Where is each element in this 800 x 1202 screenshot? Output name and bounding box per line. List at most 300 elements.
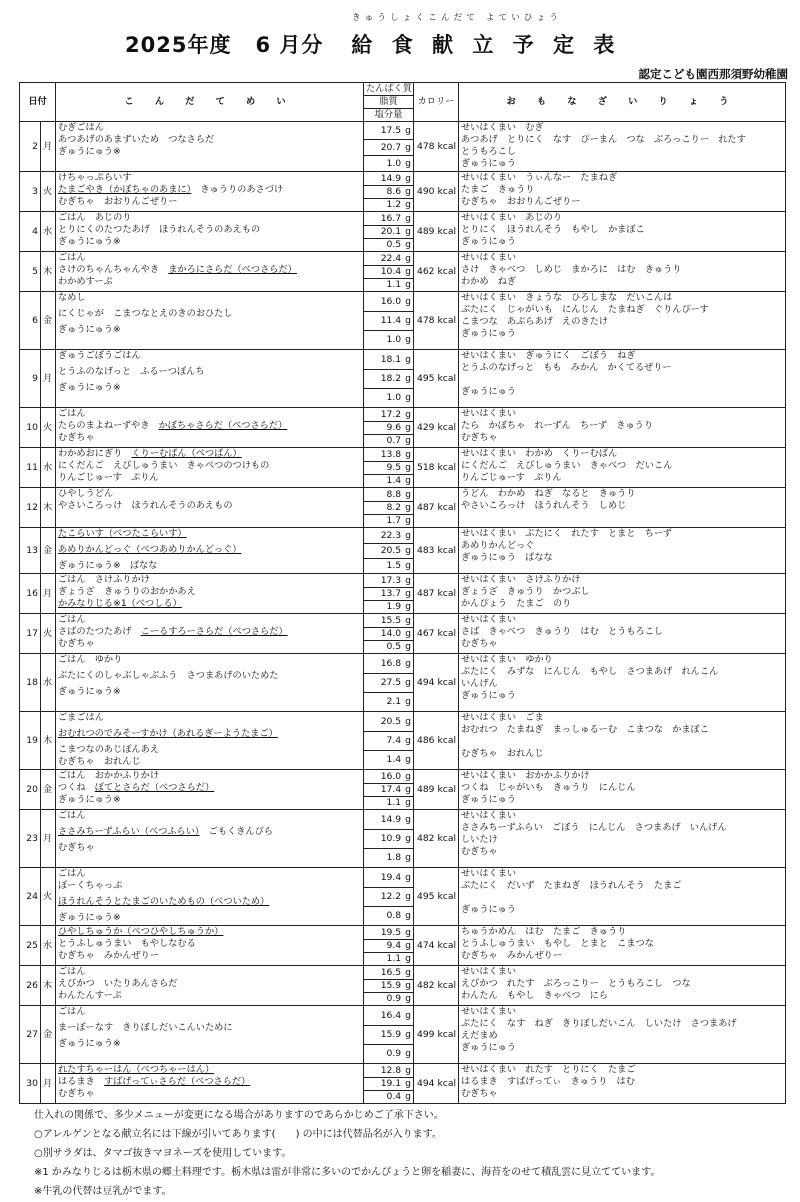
fat-value: 27.5 xyxy=(380,677,402,688)
unit-label: g xyxy=(405,186,411,197)
menu-line xyxy=(58,614,361,626)
protein xyxy=(364,926,414,940)
unit-label: g xyxy=(405,770,411,782)
menu-cell xyxy=(56,292,364,350)
salt xyxy=(364,559,414,574)
day-row xyxy=(20,614,786,628)
menu-line xyxy=(58,196,361,208)
protein-value: 14.9 xyxy=(380,172,402,184)
ingredient-line: いんげん xyxy=(461,678,498,689)
protein-value: 15.5 xyxy=(380,614,402,626)
ingredient-line xyxy=(461,374,783,386)
fat-value: 9.5 xyxy=(386,462,402,473)
day-weekday: 金 xyxy=(41,1006,56,1064)
ingredients-cell xyxy=(459,448,786,488)
calorie-value: 478 kcal xyxy=(414,122,459,172)
menu-item: ごはん xyxy=(58,252,86,263)
menu-item: むぎちゃ xyxy=(58,1088,95,1099)
day-number: 26 xyxy=(20,966,41,1006)
salt xyxy=(364,199,414,212)
day-weekday: 水 xyxy=(41,448,56,488)
protein xyxy=(364,252,414,266)
menu-item: さけのちゃんちゃんやき xyxy=(58,264,169,275)
day-row xyxy=(20,252,786,266)
menu-item: ぶたにくのしゃぶしゃぶふう さつまあげのいためた xyxy=(58,670,279,681)
menu-line xyxy=(58,528,361,540)
fat xyxy=(364,544,414,559)
menu-item: つくね xyxy=(58,782,95,793)
fat-value: 8.2 xyxy=(386,502,402,513)
ingredients-cell xyxy=(459,350,786,408)
unit-label: g xyxy=(405,448,411,460)
unit-label: g xyxy=(405,226,411,237)
salt xyxy=(364,389,414,408)
fat xyxy=(364,266,414,279)
day-number: 18 xyxy=(20,654,41,712)
day-row xyxy=(20,172,786,186)
protein-value: 16.7 xyxy=(380,212,402,224)
menu-line xyxy=(58,770,361,782)
fat xyxy=(364,140,414,156)
menu-item: たこらいす（べつたこらいす） xyxy=(58,528,187,539)
ingredient-line: ちゅうかめん はむ たまご きゅうり xyxy=(461,926,627,937)
unit-label: g xyxy=(405,993,411,1004)
unit-label: g xyxy=(405,199,411,210)
ingredient-line: ぎゅうにゅう xyxy=(461,794,516,805)
ingredient-line: ぶたにく なす ねぎ きりぼしだいこん しいたけ さつまあげ xyxy=(461,1018,737,1029)
day-row xyxy=(20,810,786,830)
day-row xyxy=(20,212,786,226)
menu-cell xyxy=(56,122,364,172)
menu-cell xyxy=(56,966,364,1006)
menu-line xyxy=(58,420,361,432)
menu-item: なめし xyxy=(58,292,86,303)
menu-item: ごはん おかかふりかけ xyxy=(58,770,160,781)
salt xyxy=(364,475,414,488)
ingredient-line: むぎちゃ xyxy=(461,638,498,649)
ingredient-line: わかめ ねぎ xyxy=(461,276,517,287)
fat xyxy=(364,370,414,389)
ingredient-line: とうふしゅうまい もやし とまと こまつな xyxy=(461,938,654,949)
unit-label: g xyxy=(405,239,411,250)
fat xyxy=(364,732,414,751)
salt xyxy=(364,515,414,528)
note-line: ※牛乳の代替は豆乳がでます。 xyxy=(34,1186,172,1197)
day-row xyxy=(20,1064,786,1078)
fat-value: 7.4 xyxy=(386,735,402,746)
menu-item: むぎちゃ おれんじ xyxy=(58,756,141,767)
ingredients-cell xyxy=(459,488,786,528)
unit-label: g xyxy=(405,910,411,921)
menu-item: ほうれんそうとたまごのいためもの（べついため） xyxy=(58,896,270,907)
ingredient-line: せいはくまい ゆかり xyxy=(461,654,553,665)
menu-line xyxy=(58,146,361,158)
menu-cell xyxy=(56,212,364,252)
unit-label: g xyxy=(405,515,411,526)
menu-cell xyxy=(56,712,364,770)
col-date: 日付 xyxy=(20,83,56,122)
calorie-value: 518 kcal xyxy=(414,448,459,488)
protein xyxy=(364,350,414,370)
title-ruby: きゅうしょくこんだて よていひょう xyxy=(352,13,563,23)
menu-line xyxy=(58,744,361,756)
day-weekday: 水 xyxy=(41,654,56,712)
title-text: 給 食 献 立 予 定 表 xyxy=(351,33,621,57)
ingredients-cell xyxy=(459,966,786,1006)
menu-item: まーぼーなす きりぼしだいこんいために xyxy=(58,1022,233,1033)
day-row xyxy=(20,488,786,502)
day-number: 17 xyxy=(20,614,41,654)
protein xyxy=(364,770,414,784)
day-weekday: 木 xyxy=(41,966,56,1006)
day-weekday: 月 xyxy=(41,810,56,868)
unit-label: g xyxy=(405,141,411,153)
menu-line xyxy=(58,432,361,444)
menu-item: ぎゅうにゅう※ xyxy=(58,236,121,247)
page-title xyxy=(125,29,620,59)
ingredient-line: せいはくまい xyxy=(461,408,517,419)
protein-value: 16.5 xyxy=(380,966,402,978)
col-salt: 塩分量 xyxy=(364,109,414,122)
menu-item-allergen: まかろにさらだ（べつさらだ） xyxy=(168,264,297,275)
calorie-value: 494 kcal xyxy=(414,1064,459,1104)
menu-line xyxy=(58,382,361,394)
menu-line xyxy=(58,560,361,572)
unit-label: g xyxy=(405,295,411,307)
menu-cell xyxy=(56,614,364,654)
menu-item: ぎゅうにゅう※ xyxy=(58,324,121,335)
fat xyxy=(364,462,414,475)
menu-line xyxy=(58,1076,361,1088)
day-number: 19 xyxy=(20,712,41,770)
menu-item: とうふのなげっと ふるーつぽんち xyxy=(58,366,205,377)
fat-value: 11.4 xyxy=(380,315,402,326)
menu-line xyxy=(58,638,361,650)
unit-label: g xyxy=(405,574,411,586)
protein-value: 13.8 xyxy=(380,448,402,460)
menu-body xyxy=(20,122,786,1104)
ingredient-line: わんたん もやし きゃべつ にら xyxy=(461,990,608,1001)
menu-item: とうふしゅうまい もやしなむる xyxy=(58,938,196,949)
day-row xyxy=(20,122,786,140)
menu-table xyxy=(19,82,786,1104)
fat xyxy=(364,674,414,693)
fat-value: 12.2 xyxy=(380,891,402,902)
ingredient-line: たら かぼちゃ れーずん ちーず きゅうり xyxy=(461,420,654,431)
day-row xyxy=(20,654,786,674)
ingredient-line: せいはくまい xyxy=(461,868,517,879)
protein xyxy=(364,488,414,502)
unit-label: g xyxy=(405,980,411,991)
ingredient-line: むぎちゃ おれんじ xyxy=(461,748,544,759)
menu-line xyxy=(58,184,361,196)
protein xyxy=(364,1064,414,1078)
menu-item: むぎごはん xyxy=(58,122,104,133)
menu-cell xyxy=(56,654,364,712)
ingredient-line: せいはくまい xyxy=(461,614,517,625)
menu-line xyxy=(58,912,361,924)
calorie-value: 489 kcal xyxy=(414,212,459,252)
salt xyxy=(364,907,414,926)
menu-cell xyxy=(56,770,364,810)
menu-item: やさいころっけ ほうれんそうのあえもの xyxy=(58,500,233,511)
fat-value: 8.6 xyxy=(386,186,402,197)
salt xyxy=(364,693,414,712)
menu-item: ぎょうざ きゅうりのおかかあえ xyxy=(58,586,196,597)
salt xyxy=(364,435,414,448)
unit-label: g xyxy=(405,266,411,277)
menu-item: ぎゅうにゅう※ xyxy=(58,1038,121,1049)
day-weekday: 火 xyxy=(41,868,56,926)
menu-line xyxy=(58,252,361,264)
ingredient-line: ぎゅうにゅう xyxy=(461,158,516,169)
ingredient-line: むぎちゃ xyxy=(461,1088,498,1099)
protein-value: 20.5 xyxy=(380,715,402,727)
menu-item: ぎゅうにゅう※ xyxy=(58,912,121,923)
ingredient-line: せいはくまい ごま xyxy=(461,712,544,723)
menu-cell xyxy=(56,408,364,448)
menu-line xyxy=(58,362,361,382)
ingredient-line: せいはくまい おかかふりかけ xyxy=(461,770,590,781)
menu-line xyxy=(58,264,361,276)
menu-line xyxy=(58,540,361,560)
unit-label: g xyxy=(405,852,411,863)
protein-value: 8.8 xyxy=(386,488,402,500)
day-weekday: 金 xyxy=(41,292,56,350)
menu-line xyxy=(58,500,361,512)
school-name: 認定こども園西那須野幼稚園 xyxy=(638,67,788,81)
col-menu: こ ん だ て め い xyxy=(56,83,364,122)
protein-value: 16.0 xyxy=(380,770,402,782)
ingredient-line: さけ きゃべつ しめじ まかろに はむ きゅうり xyxy=(461,264,682,275)
protein xyxy=(364,966,414,980)
ingredient-line: せいはくまい きょうな ひろしまな だいこんは xyxy=(461,292,673,303)
menu-line xyxy=(58,712,361,724)
menu-line xyxy=(58,978,361,990)
ingredient-line: ぎゅうにゅう xyxy=(461,236,516,247)
menu-item: ごはん あじのり xyxy=(58,212,132,223)
day-row xyxy=(20,408,786,422)
ingredient-line: せいはくまい xyxy=(461,252,517,263)
unit-label: g xyxy=(405,891,411,902)
ingredient-line: さば きゃべつ きゅうり はむ とうもろこし xyxy=(461,626,664,637)
menu-item: ひやしちゅうか（べつひやしちゅうか） xyxy=(58,926,224,937)
note-line: 仕入れの関係で、多少メニューが変更になる場合がありますのであらかじめご了承下さい。 xyxy=(34,1110,444,1121)
menu-item-allergen: かぼちゃさらだ（べつさらだ） xyxy=(158,420,288,431)
menu-line xyxy=(58,868,361,880)
day-number: 16 xyxy=(20,574,41,614)
salt-value: 0.9 xyxy=(386,1048,402,1059)
protein xyxy=(364,122,414,140)
salt-value: 0.5 xyxy=(386,641,402,652)
calorie-value: 482 kcal xyxy=(414,810,459,868)
day-weekday: 月 xyxy=(41,1064,56,1104)
ingredients-cell xyxy=(459,1064,786,1104)
fat-value: 20.5 xyxy=(380,545,402,556)
protein-value: 19.5 xyxy=(380,926,402,938)
menu-line xyxy=(58,724,361,744)
notes xyxy=(34,1106,660,1201)
unit-label: g xyxy=(405,212,411,224)
menu-line xyxy=(58,472,361,484)
fat xyxy=(364,940,414,953)
unit-label: g xyxy=(405,696,411,707)
ingredients-cell xyxy=(459,574,786,614)
menu-item: たらのまよねーずやき xyxy=(58,420,159,431)
menu-line xyxy=(58,1038,361,1050)
protein xyxy=(364,408,414,422)
unit-label: g xyxy=(405,1009,411,1021)
ingredients-cell xyxy=(459,712,786,770)
unit-label: g xyxy=(405,628,411,639)
day-weekday: 火 xyxy=(41,172,56,212)
menu-item: ごはん xyxy=(58,810,86,821)
ingredients-cell xyxy=(459,252,786,292)
day-row xyxy=(20,926,786,940)
ingredient-line: ぎゅうにゅう xyxy=(461,690,516,701)
day-number: 25 xyxy=(20,926,41,966)
menu-line xyxy=(58,224,361,236)
menu-line xyxy=(58,1064,361,1076)
menu-cell xyxy=(56,1064,364,1104)
col-calorie: カロリー xyxy=(414,83,459,122)
menu-line xyxy=(58,304,361,324)
unit-label: g xyxy=(405,252,411,264)
salt-value: 1.1 xyxy=(386,953,402,964)
menu-item: ごはん xyxy=(58,408,86,419)
salt xyxy=(364,1091,414,1104)
salt-value: 1.7 xyxy=(386,515,402,526)
menu-cell xyxy=(56,488,364,528)
menu-item: けちゃっぷらいす xyxy=(58,172,132,183)
unit-label: g xyxy=(405,797,411,808)
fat xyxy=(364,888,414,907)
ingredient-line: ぎゅうにゅう xyxy=(461,904,516,915)
fat-value: 19.1 xyxy=(380,1078,402,1089)
ingredient-line: たまご きゅうり xyxy=(461,184,535,195)
calorie-value: 478 kcal xyxy=(414,292,459,350)
ingredient-line: せいはくまい xyxy=(461,810,517,821)
ingredient-line: えだまめ xyxy=(461,1030,498,1041)
menu-item: ひやしうどん xyxy=(58,488,114,499)
protein-value: 17.3 xyxy=(380,574,402,586)
ingredients-cell xyxy=(459,654,786,712)
day-weekday: 月 xyxy=(41,122,56,172)
ingredients-cell xyxy=(459,172,786,212)
menu-item: ごはん xyxy=(58,614,86,625)
ingredient-line: はるまき すぱげってぃ きゅうり はむ xyxy=(461,1076,635,1087)
note-line: ○別サラダは、タマゴ抜きマヨネーズを使用しています。 xyxy=(34,1148,292,1159)
day-row xyxy=(20,292,786,312)
menu-line xyxy=(58,794,361,806)
salt-value: 1.5 xyxy=(386,560,402,571)
day-number: 12 xyxy=(20,488,41,528)
unit-label: g xyxy=(405,754,411,765)
salt-value: 1.4 xyxy=(386,475,402,486)
fat xyxy=(364,186,414,199)
ingredient-line: あつあげ とりにく なす ぴーまん つな ぶろっこりー れたす xyxy=(461,134,746,145)
salt-value: 1.4 xyxy=(386,754,402,765)
ingredient-line: こまつな あぶらあげ えのきたけ xyxy=(461,316,608,327)
day-weekday: 火 xyxy=(41,614,56,654)
calorie-value: 494 kcal xyxy=(414,654,459,712)
menu-line xyxy=(58,990,361,1002)
protein xyxy=(364,448,414,462)
day-number: 13 xyxy=(20,528,41,574)
unit-label: g xyxy=(405,735,411,746)
salt xyxy=(364,1045,414,1064)
fat xyxy=(364,502,414,515)
unit-label: g xyxy=(405,279,411,290)
ingredient-line: ぎゅうにゅう xyxy=(461,386,516,397)
menu-cell xyxy=(56,350,364,408)
calorie-value: 462 kcal xyxy=(414,252,459,292)
unit-label: g xyxy=(405,353,411,365)
ingredients-cell xyxy=(459,528,786,574)
menu-item: にくじゃが こまつなとえのきのおひたし xyxy=(58,308,233,319)
ingredient-line: にくだんご えびしゅうまい きゃべつ だいこん xyxy=(461,460,673,471)
unit-label: g xyxy=(405,940,411,951)
menu-line xyxy=(58,892,361,912)
day-number: 30 xyxy=(20,1064,41,1104)
unit-label: g xyxy=(405,488,411,500)
ingredient-line: ぶたにく じゃがいも にんじん たまねぎ ぐりんぴーす xyxy=(461,304,709,315)
title-year: 2025年度 xyxy=(125,33,232,57)
day-weekday: 木 xyxy=(41,712,56,770)
calorie-value: 429 kcal xyxy=(414,408,459,448)
col-fat: 脂質 xyxy=(364,96,414,109)
salt-value: 0.8 xyxy=(386,910,402,921)
salt-value: 1.0 xyxy=(386,157,402,169)
unit-label: g xyxy=(405,502,411,513)
menu-item: むぎちゃ xyxy=(58,638,95,649)
unit-label: g xyxy=(405,966,411,978)
ingredients-cell xyxy=(459,408,786,448)
menu-item: むぎちゃ おおりんごぜりー xyxy=(58,196,178,207)
salt xyxy=(364,797,414,810)
unit-label: g xyxy=(405,588,411,599)
day-number: 10 xyxy=(20,408,41,448)
menu-item: えびかつ いたりあんさらだ xyxy=(58,978,178,989)
salt-value: 1.8 xyxy=(386,852,402,863)
ingredient-line: せいはくまい さけふりかけ xyxy=(461,574,581,585)
ingredient-line: せいはくまい わかめ くりーむぱん xyxy=(461,448,618,459)
fat xyxy=(364,588,414,601)
day-number: 9 xyxy=(20,350,41,408)
day-number: 6 xyxy=(20,292,41,350)
calorie-value: 487 kcal xyxy=(414,574,459,614)
day-row xyxy=(20,868,786,888)
menu-item: ごまごはん xyxy=(58,712,104,723)
fat-value: 18.2 xyxy=(380,373,402,384)
salt xyxy=(364,239,414,252)
ingredient-line: ぎゅうにゅう ばなな xyxy=(461,552,553,563)
salt xyxy=(364,953,414,966)
unit-label: g xyxy=(405,614,411,626)
menu-item: おむれつのでみそーすかけ（あれるぎーようたまご） xyxy=(58,728,278,739)
fat-value: 9.6 xyxy=(386,422,402,433)
protein xyxy=(364,212,414,226)
ingredient-line: うどん わかめ ねぎ なると きゅうり xyxy=(461,488,636,499)
menu-item: かみなりじる※1（べつしる） xyxy=(58,598,182,609)
ingredient-line: ぎょうざ きゅうり かつぶし xyxy=(461,586,590,597)
ingredient-line: やさいころっけ ほうれんそう しめじ xyxy=(461,500,627,511)
menu-line xyxy=(58,276,361,288)
protein xyxy=(364,614,414,628)
fat xyxy=(364,226,414,239)
salt-value: 1.1 xyxy=(386,797,402,808)
salt-value: 1.0 xyxy=(386,334,402,345)
